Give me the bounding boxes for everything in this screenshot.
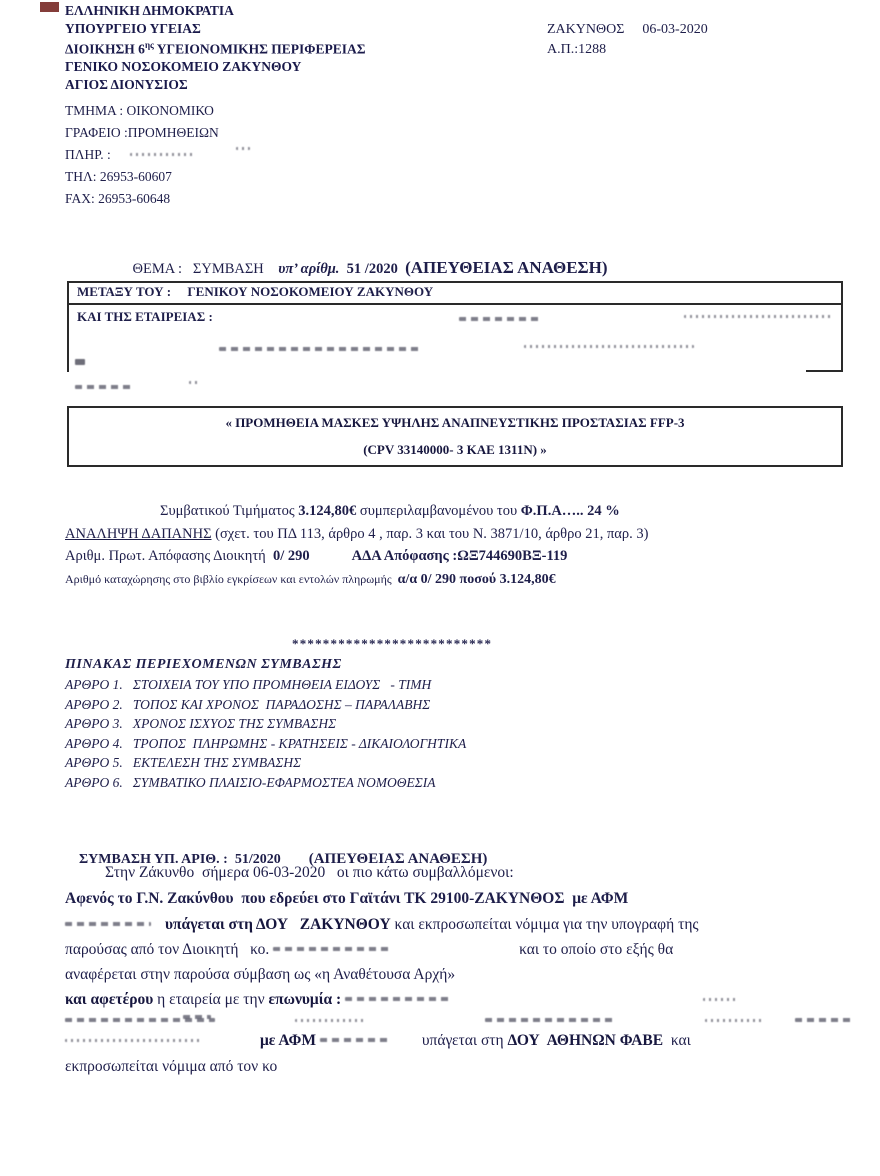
redaction-smudge [130, 153, 194, 156]
subject-label: ΘΕΜΑ : [132, 261, 193, 277]
subject-name: ΣΥΜΒΑΣΗ [192, 261, 279, 277]
expense-title: ΑΝΑΛΗΨΗ ΔΑΠΑΝΗΣ [65, 525, 212, 542]
body-afm-dou-line: υπάγεται στη ΔΟΥ ΖΑΚΥΝΘΟΥ και εκπροσωπείται νόμιμα για την υπογραφή της [65, 916, 855, 934]
expense-commitment-line: ΑΝΑΛΗΨΗ ΔΑΠΑΝΗΣ (σχετ. του ΠΔ 113, άρθρο 4 , παρ. 3 και του Ν. 3871/10, άρθρο 21, παρ. 3) [65, 525, 649, 542]
separator-stars: ************************** [292, 636, 493, 651]
parties-row-company [69, 305, 841, 377]
stamp-city-date: ΖΑΚΥΝΘΟΣ 06-03-2020 [547, 22, 708, 37]
table-of-contents [65, 636, 665, 793]
agency-header [65, 2, 535, 210]
redaction-smudge [189, 381, 199, 384]
award-method-2: (ΑΠΕΥΘΕΙΑΣ ΑΝΑΘΕΣΗ) [308, 851, 488, 867]
redaction-smudge [75, 359, 85, 365]
stamp-protocol-number: Α.Π.:1288 [547, 42, 607, 57]
toc-item-6: ΑΡΘΡΟ 6. ΣΥΜΒΑΤΙΚΟ ΠΛΑΙΣΙΟ-ΕΦΑΡΜΟΣΤΕΑ ΝΟΜΟΘΕΣΙΑ [65, 774, 436, 790]
redaction-smudge [65, 1039, 200, 1042]
body-party-a: Αφενός το Γ.Ν. Ζακύνθου που εδρεύει στο Γαϊτάνι ΤΚ 29100-ΖΑΚΥΝΘΟΣ με ΑΦΜ [65, 890, 629, 907]
toc-title: ΠΙΝΑΚΑΣ ΠΕΡΙΕΧΟΜΕΝΩΝ ΣΥΜΒΑΣΗΣ [65, 657, 342, 672]
body-director-line: παρούσας από τον Διοικητή κο. και το οποίο στο εξής θα [65, 941, 674, 958]
redaction-smudge [524, 345, 694, 348]
contract-title-box [67, 406, 843, 467]
redaction-smudge [65, 922, 151, 926]
redaction-smudge [295, 1019, 365, 1022]
registry-amount: α/α 0/ 290 ποσού 3.124,80€ [397, 571, 556, 587]
redaction-smudge [345, 997, 453, 1001]
toc-item-5: ΑΡΘΡΟ 5. ΕΚΤΕΛΕΣΗ ΤΗΣ ΣΥΜΒΑΣΗΣ [65, 755, 302, 771]
registry-line: Αριθμό καταχώρησης στο βιβλίο εγκρίσεων και εντολών πληρωμής α/α 0/ 290 ποσού 3.124,80€ [65, 571, 556, 587]
header-department: ΤΜΗΜΑ : ΟΙΚΟΝΟΜΙΚΟ [65, 103, 214, 119]
contract-price-line: Συμβατικού Τιμήματος 3.124,80€ συμπεριλαμβανομένου του Φ.Π.Α….. 24 % [160, 503, 620, 519]
award-method: (ΑΠΕΥΘΕΙΑΣ ΑΝΑΘΕΣΗ) [405, 258, 608, 277]
redaction-smudge [236, 147, 250, 150]
decision-number: 0/ 290 [273, 548, 310, 564]
redaction-smudge [219, 347, 419, 351]
decision-protocol-line: Αριθμ. Πρωτ. Απόφασης Διοικητή 0/ 290 ΑΔΑ Απόφασης :ΩΞ744690ΒΞ-119 [65, 548, 568, 564]
redaction-smudge [705, 1019, 765, 1022]
contract-amount: 3.124,80€ [298, 503, 357, 519]
between-label: ΜΕΤΑΞΥ ΤΟΥ : [77, 284, 188, 299]
contract-number-label: ΣΥΜΒΑΣΗ ΥΠ. ΑΡΙΘ. : 51/2020 [79, 852, 281, 867]
header-office: ΓΡΑΦΕΙΟ :ΠΡΟΜΗΘΕΙΩΝ [65, 125, 219, 141]
parties-row-hospital [69, 283, 841, 305]
ada-code: ΑΔΑ Απόφασης :ΩΞ744690ΒΞ-119 [351, 548, 568, 564]
header-saint: ΑΓΙΟΣ ΔΙΟΝΥΣΙΟΣ [65, 76, 188, 92]
redaction-smudge [320, 1038, 392, 1042]
redaction-smudge [75, 385, 133, 389]
body-intro: Στην Ζάκυνθο σήμερα 06-03-2020 οι πιο κάτω συμβαλλόμενοι: [105, 864, 514, 881]
header-contact-line: ΠΛΗΡ. : [65, 144, 535, 166]
contract-title-line1: « ΠΡΟΜΗΘΕΙΑ ΜΑΣΚΕΣ ΥΨΗΛΗΣ ΑΝΑΠΝΕΥΣΤΙΚΗΣ ΠΡΟΣΤΑΣΙΑΣ FFP-3 [225, 415, 685, 430]
company-label: ΚΑΙ ΤΗΣ ΕΤΑΙΡΕΙΑΣ : [77, 309, 213, 324]
date-protocol-stamp [547, 20, 708, 60]
body-representative-line: εκπροσωπείται νόμιμα από τον κο [65, 1058, 278, 1075]
redaction-smudge [703, 998, 739, 1001]
scan-artifact-red-mark [40, 2, 59, 12]
redaction-smudge [795, 1018, 855, 1022]
redaction-smudge [65, 1018, 215, 1022]
header-region: ΔΙΟΙΚΗΣΗ $6^{\eta\varsigma}$ ΥΓΕΙΟΝΟΜΙΚΗΣ ΠΕΡΙΦΕΡΕΙΑΣ [65, 40, 366, 57]
redaction-smudge [273, 947, 391, 951]
contract-number: 51 /2020 [346, 261, 406, 277]
parties-table [67, 281, 843, 372]
toc-item-3: ΑΡΘΡΟ 3. ΧΡΟΝΟΣ ΙΣΧΥΟΣ ΤΗΣ ΣΥΜΒΑΣΗΣ [65, 716, 337, 732]
toc-item-1: ΑΡΘΡΟ 1. ΣΤΟΙΧΕΙΑ ΤΟΥ ΥΠΟ ΠΡΟΜΗΘΕΙΑ ΕΙΔΟΥΣ - ΤΙΜΗ [65, 677, 432, 692]
redaction-smudge [485, 1018, 615, 1022]
redaction-smudge [459, 317, 539, 321]
body-redacted-address-line [65, 1012, 855, 1030]
header-republic: ΕΛΛΗΝΙΚΗ ΔΗΜΟΚΡΑΤΙΑ [65, 3, 234, 18]
header-phone: ΤΗΛ: 26953-60607 [65, 169, 172, 185]
vat-rate: Φ.Π.Α….. 24 % [520, 503, 620, 519]
header-ministry: ΥΠΟΥΡΓΕΙΟ ΥΓΕΙΑΣ [65, 20, 201, 36]
body-authority-line: αναφέρεται στην παρούσα σύμβαση ως «η Αναθέτουσα Αρχή» [65, 966, 456, 983]
financial-block [65, 500, 855, 591]
toc-item-2: ΑΡΘΡΟ 2. ΤΟΠΟΣ ΚΑΙ ΧΡΟΝΟΣ ΠΑΡΑΔΟΣΗΣ – ΠΑΡΑΛΑΒΗΣ [65, 696, 431, 712]
between-value: ΓΕΝΙΚΟΥ ΝΟΣΟΚΟΜΕΙΟΥ ΖΑΚΥΝΘΟΥ [187, 284, 434, 299]
toc-item-4: ΑΡΘΡΟ 4. ΤΡΟΠΟΣ ΠΛΗΡΩΜΗΣ - ΚΡΑΤΗΣΕΙΣ - ΔΙΚΑΙΟΛΟΓΗΤΙΚΑ [65, 735, 467, 751]
body-afm2-line: με ΑΦΜ υπάγεται στη ΔΟΥ ΑΘΗΝΩΝ ΦΑΒΕ και [65, 1032, 855, 1050]
redaction-smudge [684, 315, 832, 318]
header-hospital: ΓΕΝΙΚΟ ΝΟΣΟΚΟΜΕΙΟ ΖΑΚΥΝΘΟΥ [65, 59, 302, 75]
subject-phrase: υπ’ αρίθμ. [278, 261, 347, 277]
contract-title-line2: (CPV 33140000- 3 ΚΑΕ 1311Ν) » [363, 442, 547, 457]
table-corner-mark [806, 370, 841, 372]
header-fax: FAX: 26953-60648 [65, 191, 171, 207]
body-company-line: και αφετέρου η εταιρεία με την επωνυμία : [65, 991, 855, 1027]
